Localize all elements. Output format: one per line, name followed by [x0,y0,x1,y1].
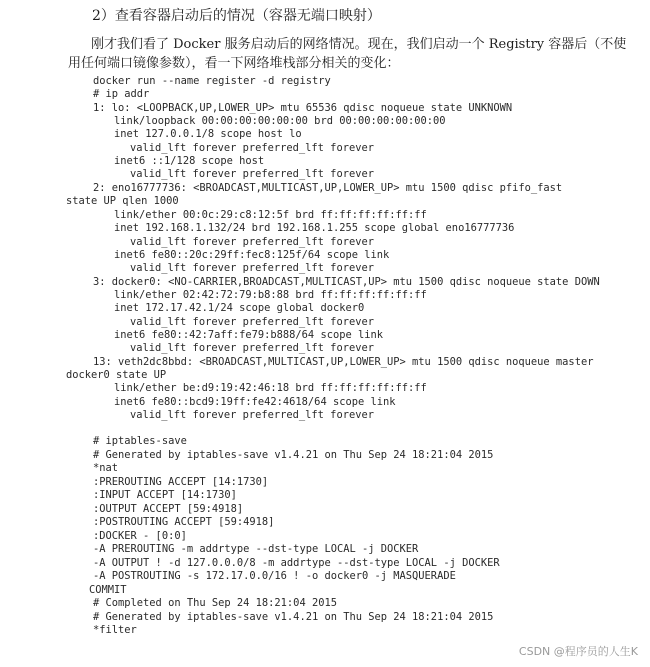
code-line: :DOCKER - [0:0] [93,529,187,542]
code-line: 13: veth2dc8bbd: <BROADCAST,MULTICAST,UP,LOWER_UP> mtu 1500 qdisc noqueue master [93,355,594,368]
code-line: valid_lft forever preferred_lft forever [130,141,374,154]
code-line: :OUTPUT ACCEPT [59:4918] [93,502,244,515]
code-line: inet6 ::1/128 scope host [114,155,265,167]
intro-paragraph [68,35,628,73]
code-line: # Completed on Thu Sep 24 18:21:04 2015 [93,597,337,609]
code-line: state UP qlen 1000 [66,195,179,207]
code-line: *filter [93,624,137,636]
code-line: inet6 fe80::20c:29ff:fec8:125f/64 scope link [114,249,390,261]
code-line: COMMIT [89,583,127,596]
code-line: inet6 fe80::bcd9:19ff:fe42:4618/64 scope link [114,395,396,408]
code-line: 2: eno16777736: <BROADCAST,MULTICAST,UP,LOWER_UP> mtu 1500 qdisc pfifo_fast [93,181,563,194]
code-line: link/ether 02:42:72:79:b8:88 brd ff:ff:ff:ff:ff:ff [114,289,427,301]
code-line: 3: docker0: <NO-CARRIER,BROADCAST,MULTICAST,UP> mtu 1500 qdisc noqueue state DOWN [93,275,600,288]
code-line: # Generated by iptables-save v1.4.21 on Thu Sep 24 18:21:04 2015 [93,610,494,623]
code-line: valid_lft forever preferred_lft forever [130,235,374,248]
code-line: # iptables-save [93,435,187,447]
code-line: -A POSTROUTING -s 172.17.0.0/16 ! -o docker0 -j MASQUERADE [93,570,456,582]
code-line: docker run --name register -d registry [93,75,331,87]
code-line: :POSTROUTING ACCEPT [59:4918] [93,516,275,528]
code-line: link/ether be:d9:19:42:46:18 brd ff:ff:ff:ff:ff:ff [114,382,427,395]
intro-line-2: 用任何端口镜像参数），看一下网络堆栈部分相关的变化： [68,56,400,71]
intro-line-1: 刚才我们看了 Docker 服务启动后的网络情况。现在，我们启动一个 Registry 容器后（不使 [91,37,627,52]
code-line: *nat [93,462,119,474]
code-line: -A OUTPUT ! -d 127.0.0.0/8 -m addrtype --dst-type LOCAL -j DOCKER [93,556,500,569]
code-line: :INPUT ACCEPT [14:1730] [93,489,237,501]
code-line: # Generated by iptables-save v1.4.21 on Thu Sep 24 18:21:04 2015 [93,448,494,461]
code-line: inet 172.17.42.1/24 scope global docker0 [114,302,365,315]
code-line: # ip addr [93,88,150,101]
section-heading: 2）查看容器启动后的情况（容器无端口映射） [92,8,381,24]
code-line: link/ether 00:0c:29:c8:12:5f brd ff:ff:ff:ff:ff:ff [114,209,427,221]
code-line: 1: lo: <LOOPBACK,UP,LOWER_UP> mtu 65536 qdisc noqueue state UNKNOWN [93,101,513,114]
code-line: :PREROUTING ACCEPT [14:1730] [93,475,269,488]
code-line: inet 192.168.1.132/24 brd 192.168.1.255 scope global eno16777736 [114,222,515,235]
code-line: link/loopback 00:00:00:00:00:00 brd 00:00:00:00:00:00 [114,115,446,127]
code-line: valid_lft forever preferred_lft forever [130,409,374,421]
code-line: valid_lft forever preferred_lft forever [130,168,374,181]
code-line: inet 127.0.0.1/8 scope host lo [114,128,302,141]
code-line: -A PREROUTING -m addrtype --dst-type LOCAL -j DOCKER [93,543,419,555]
code-line: docker0 state UP [66,369,167,381]
code-line: valid_lft forever preferred_lft forever [130,315,374,328]
code-line: inet6 fe80::42:7aff:fe79:b888/64 scope link [114,329,383,341]
code-line: valid_lft forever preferred_lft forever [130,262,374,275]
watermark: CSDN @程序员的人生K [518,645,638,658]
code-line: valid_lft forever preferred_lft forever [130,342,374,355]
